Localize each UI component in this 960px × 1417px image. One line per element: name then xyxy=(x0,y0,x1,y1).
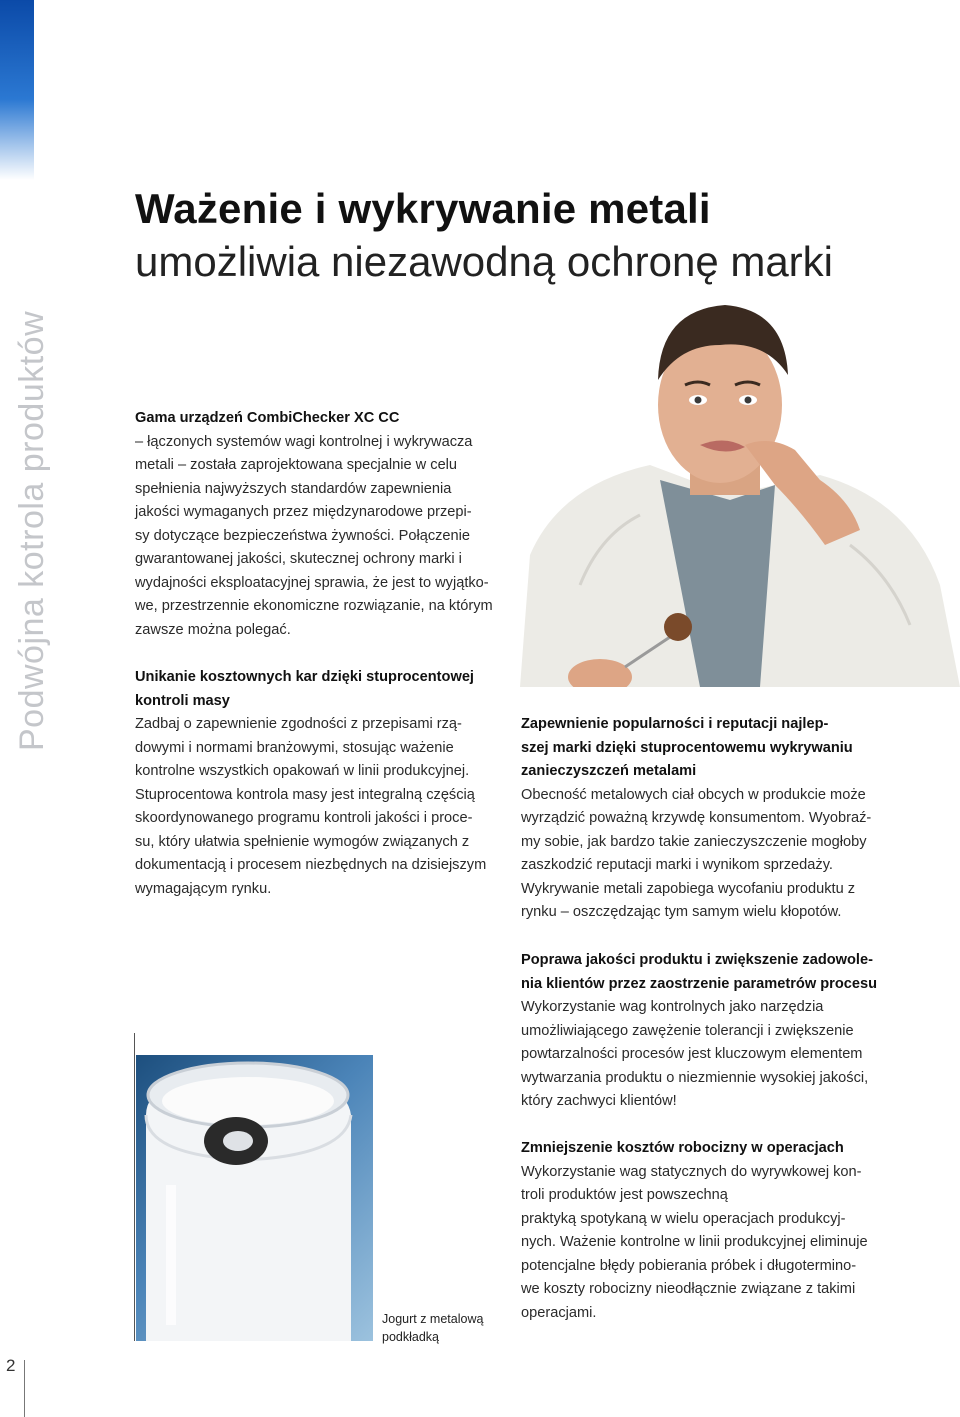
section-labour-costs xyxy=(521,1137,901,1325)
intro-line: gwarantowanej jakości, skutecznej ochrony marki i xyxy=(135,551,462,567)
section-line: dokumentacją i procesem niezbędnych na dzisiejszym xyxy=(135,857,487,873)
man-with-fork-photo xyxy=(520,285,960,687)
section-line: wymagającym rynku. xyxy=(135,880,272,897)
section-line: Wykrywanie metali zapobiega wycofaniu produktu z xyxy=(521,880,856,897)
section-title: Zmniejszenie kosztów robocizny w operacjach xyxy=(521,1140,844,1156)
section-mass-control xyxy=(135,666,515,901)
section-line: dowymi i normami branżowymi, stosując ważenie xyxy=(135,739,454,756)
intro-line: – łączonych systemów wagi kontrolnej i wykrywacza xyxy=(135,433,473,450)
section-title: szej marki dzięki stuprocentowemu wykrywaniu xyxy=(521,739,853,756)
yogurt-jar-photo xyxy=(136,1055,373,1341)
section-line: zaszkodzić reputacji marki i wynikom sprzedaży. xyxy=(521,857,833,873)
section-line: we koszty robocizny nieodłącznie związane z takimi xyxy=(521,1281,856,1297)
section-line: potencjalne błędy pobierania próbek i długotermino- xyxy=(521,1257,857,1274)
section-line: Stuprocentowa kontrola masy jest integralną częścią xyxy=(135,786,475,803)
page-title: Ważenie i wykrywanie metali xyxy=(135,185,711,232)
section-line: troli produktów jest powszechną xyxy=(521,1187,728,1203)
section-title: Poprawa jakości produktu i zwiększenie zadowole- xyxy=(521,952,873,968)
page-number: 2 xyxy=(6,1356,16,1375)
section-line: wyrządzić poważną krzywdę konsumentom. Wyobraź- xyxy=(521,810,872,826)
intro-line: metali – została zaprojektowana specjalnie w celu xyxy=(135,457,458,473)
section-line: Zadbaj o zapewnienie zgodności z przepisami rzą- xyxy=(135,716,462,732)
photo-rule xyxy=(134,1033,135,1341)
vertical-section-title: Podwójna kotrola produktów xyxy=(13,310,51,751)
intro-line: we, przestrzennie ekonomiczne rozwiązanie, na którym xyxy=(135,598,493,614)
section-line: skoordynowanego programu kontroli jakości i proce- xyxy=(135,810,473,826)
section-line: Obecność metalowych ciał obcych w produkcie może xyxy=(521,786,866,803)
caption-line: Jogurt z metalową xyxy=(382,1312,484,1326)
intro-line: spełnienia najwyższych standardów zapewnienia xyxy=(135,480,452,497)
section-line: nych. Ważenie kontrolne w linii produkcyjnej eliminuje xyxy=(521,1234,868,1250)
section-line: rynku – oszczędzając tym samym wielu kłopotów. xyxy=(521,904,842,920)
intro-line: wydajności eksploatacyjnej sprawia, że jest to wyjątko- xyxy=(135,574,489,591)
section-line: my sobie, jak bardzo takie zanieczyszczenie mogłoby xyxy=(521,833,867,850)
section-line: su, który ułatwia spełnienie wymogów związanych z xyxy=(135,833,470,850)
caption-line: podkładką xyxy=(382,1330,439,1344)
section-line: kontrolne wszystkich opakowań w linii produkcyjnej. xyxy=(135,763,470,779)
intro-line: zawsze można polegać. xyxy=(135,621,291,638)
section-line: Wykorzystanie wag statycznych do wyrywkowej kon- xyxy=(521,1163,862,1180)
section-line: Wykorzystanie wag kontrolnych jako narzędzia xyxy=(521,999,824,1015)
section-line: powtarzalności procesów jest kluczowym elementem xyxy=(521,1046,863,1062)
section-title: zanieczyszczeń metalami xyxy=(521,763,697,779)
page-subtitle: umożliwia niezawodną ochronę marki xyxy=(135,238,834,285)
section-line: który zachwyci klientów! xyxy=(521,1093,677,1109)
intro-title: Gama urządzeń CombiChecker XC CC xyxy=(135,410,400,426)
section-title: Unikanie kosztownych kar dzięki stuprocentowej xyxy=(135,669,474,685)
section-quality xyxy=(521,949,901,1114)
section-line: umożliwiającego zawężenie tolerancji i zwiększenie xyxy=(521,1022,854,1039)
section-line: wytwarzania produktu o niezmiennie wysokiej jakości, xyxy=(521,1069,869,1086)
section-reputation xyxy=(521,713,901,925)
jar-caption xyxy=(382,1310,483,1346)
section-title: nia klientów przez zaostrzenie parametrów procesu xyxy=(521,975,878,992)
intro-line: sy dotyczące bezpieczeństwa żywności. Połączenie xyxy=(135,527,471,544)
intro-line: jakości wymaganych przez międzynarodowe przepi- xyxy=(135,504,472,520)
section-line: operacjami. xyxy=(521,1304,597,1321)
section-title: Zapewnienie popularności i reputacji najlep- xyxy=(521,716,829,732)
section-line: praktyką spotykaną w wielu operacjach produkcyj- xyxy=(521,1210,846,1227)
page-number-rule xyxy=(24,1360,25,1417)
section-title: kontroli masy xyxy=(135,692,230,709)
intro-block xyxy=(135,407,515,642)
